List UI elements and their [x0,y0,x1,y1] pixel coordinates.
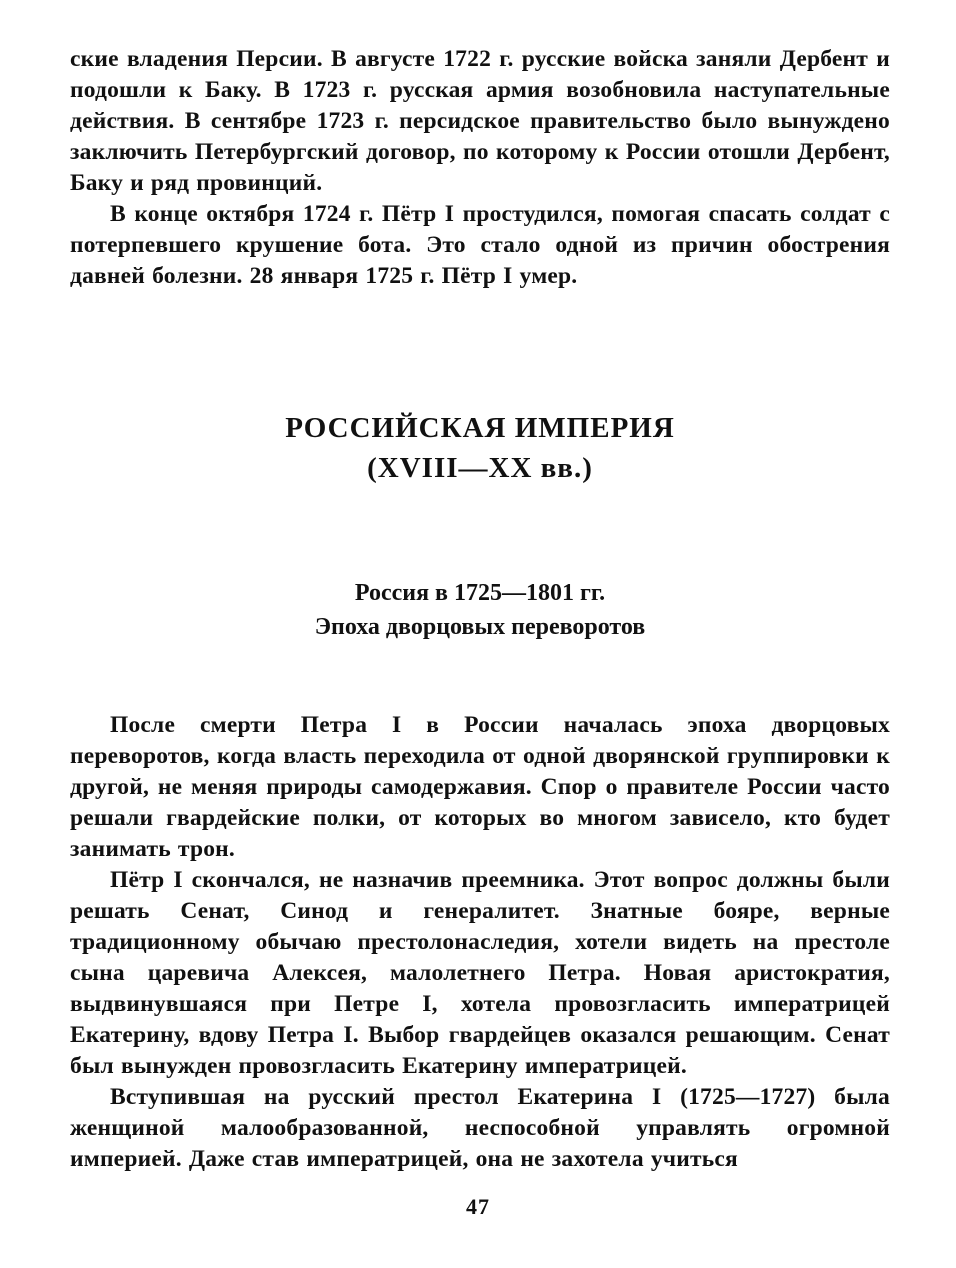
page-number: 47 [466,1194,490,1219]
section-title-line1: Россия в 1725—1801 гг. [354,580,606,606]
intro-paragraph: В конце октября 1724 г. Пётр I простудился, помогая спасать солдат с потерпевшего крушение бота. Это стало одной из причин обострения давней болезни. 28 января 1725 г. Пётр I умер. [70,201,890,289]
chapter-title-line2: (XVIII—XX вв.) [367,452,593,484]
body-paragraph: После смерти Петра I в России началась эпоха дворцовых переворотов, когда власть переходила от одной дворянской группировки к другой, не меняя природы самодержавия. Спор о правителе России часто решали гвардейские полки, от которых во многом зависело, кто будет занимать трон. [70,712,890,862]
section-title-line2: Эпоха дворцовых переворотов [314,614,646,640]
body-paragraph: Пётр I скончался, не назначив преемника. Этот вопрос должны были решать Сенат, Синод и генералитет. Знатные бояре, верные традиционному обычаю престолонаследия, хотели видеть на престоле сына царевича Алексея, малолетнего Петра. Новая аристократия, выдвинувшаяся при Петре I, хотела провозгласить императрицей Екатерину, вдову Петра I. Выбор гвардейцев оказался решающим. Сенат был вынужден провозгласить Екатерину императрицей. [70,867,890,1079]
section-title [70,576,890,644]
chapter-title-line1: РОССИЙСКАЯ ИМПЕРИЯ [285,412,675,444]
body-paragraph: Вступившая на русский престол Екатерина I (1725—1727) была женщиной малообразованной, неспособной управлять огромной империей. Даже став императрицей, она не захотела учиться [70,1084,890,1172]
intro-paragraph-continuation: ские владения Персии. В августе 1722 г. русские войска заняли Дербент и подошли к Баку. В 1723 г. русская армия возобновила наступательные действия. В сентябре 1723 г. персидское правительство было вынуждено заключить Петербургский договор, по которому к России отошли Дербент, Баку и ряд провинций. [70,46,890,196]
body-text [70,710,890,1175]
chapter-title [70,408,890,488]
